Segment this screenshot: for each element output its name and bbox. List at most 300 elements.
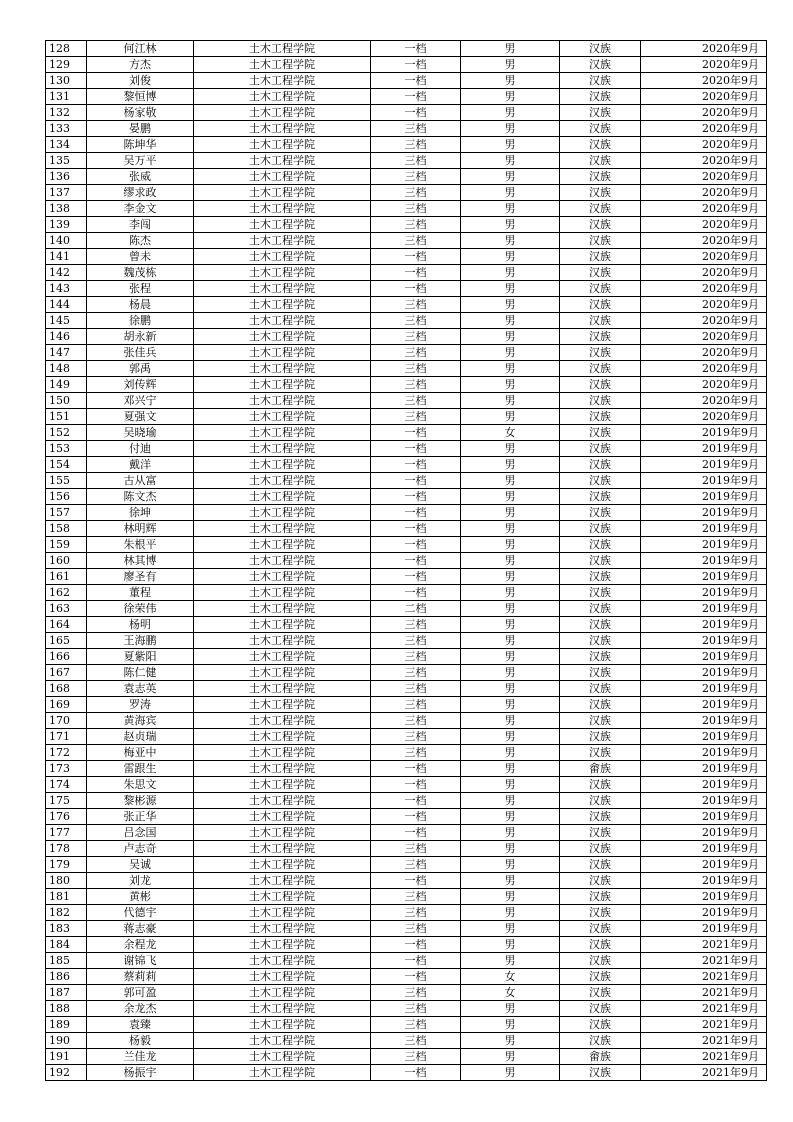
grade-level-cell: 一档 [371, 89, 461, 105]
gender-cell: 男 [461, 521, 560, 537]
row-number-cell: 136 [46, 169, 87, 185]
table-row [46, 649, 767, 665]
row-number-cell: 129 [46, 57, 87, 73]
table-body [46, 41, 767, 1081]
row-number-cell: 175 [46, 793, 87, 809]
row-number-cell: 185 [46, 953, 87, 969]
grade-level-cell: 三档 [371, 857, 461, 873]
college-cell: 土木工程学院 [194, 937, 371, 953]
enrollment-date-cell: 2019年9月 [641, 745, 767, 761]
college-cell: 土木工程学院 [194, 41, 371, 57]
grade-level-cell: 一档 [371, 553, 461, 569]
college-cell: 土木工程学院 [194, 665, 371, 681]
gender-cell: 男 [461, 953, 560, 969]
student-name-cell: 何江林 [87, 41, 194, 57]
gender-cell: 男 [461, 57, 560, 73]
college-cell: 土木工程学院 [194, 969, 371, 985]
grade-level-cell: 三档 [371, 1049, 461, 1065]
row-number-cell: 163 [46, 601, 87, 617]
gender-cell: 男 [461, 313, 560, 329]
college-cell: 土木工程学院 [194, 217, 371, 233]
enrollment-date-cell: 2019年9月 [641, 633, 767, 649]
college-cell: 土木工程学院 [194, 345, 371, 361]
table-row [46, 921, 767, 937]
row-number-cell: 179 [46, 857, 87, 873]
enrollment-date-cell: 2019年9月 [641, 601, 767, 617]
row-number-cell: 138 [46, 201, 87, 217]
table-row [46, 937, 767, 953]
student-name-cell: 雷跟生 [87, 761, 194, 777]
row-number-cell: 169 [46, 697, 87, 713]
enrollment-date-cell: 2020年9月 [641, 329, 767, 345]
grade-level-cell: 三档 [371, 745, 461, 761]
college-cell: 土木工程学院 [194, 633, 371, 649]
college-cell: 土木工程学院 [194, 233, 371, 249]
student-name-cell: 杨毅 [87, 1033, 194, 1049]
ethnicity-cell: 汉族 [560, 537, 641, 553]
gender-cell: 男 [461, 745, 560, 761]
college-cell: 土木工程学院 [194, 873, 371, 889]
row-number-cell: 148 [46, 361, 87, 377]
student-name-cell: 余程龙 [87, 937, 194, 953]
gender-cell: 女 [461, 985, 560, 1001]
table-row [46, 41, 767, 57]
row-number-cell: 188 [46, 1001, 87, 1017]
row-number-cell: 141 [46, 249, 87, 265]
row-number-cell: 192 [46, 1065, 87, 1081]
table-row [46, 1033, 767, 1049]
gender-cell: 男 [461, 361, 560, 377]
grade-level-cell: 三档 [371, 649, 461, 665]
table-row [46, 873, 767, 889]
gender-cell: 男 [461, 73, 560, 89]
enrollment-date-cell: 2021年9月 [641, 1049, 767, 1065]
ethnicity-cell: 汉族 [560, 137, 641, 153]
table-row [46, 313, 767, 329]
table-row [46, 233, 767, 249]
row-number-cell: 140 [46, 233, 87, 249]
table-row [46, 121, 767, 137]
student-name-cell: 郭禹 [87, 361, 194, 377]
gender-cell: 女 [461, 425, 560, 441]
row-number-cell: 158 [46, 521, 87, 537]
college-cell: 土木工程学院 [194, 73, 371, 89]
row-number-cell: 176 [46, 809, 87, 825]
grade-level-cell: 三档 [371, 313, 461, 329]
grade-level-cell: 三档 [371, 233, 461, 249]
ethnicity-cell: 汉族 [560, 217, 641, 233]
gender-cell: 男 [461, 841, 560, 857]
grade-level-cell: 三档 [371, 665, 461, 681]
student-name-cell: 杨晨 [87, 297, 194, 313]
enrollment-date-cell: 2020年9月 [641, 377, 767, 393]
ethnicity-cell: 畲族 [560, 1049, 641, 1065]
enrollment-date-cell: 2021年9月 [641, 985, 767, 1001]
row-number-cell: 182 [46, 905, 87, 921]
gender-cell: 男 [461, 281, 560, 297]
ethnicity-cell: 汉族 [560, 713, 641, 729]
grade-level-cell: 一档 [371, 777, 461, 793]
enrollment-date-cell: 2019年9月 [641, 617, 767, 633]
gender-cell: 男 [461, 473, 560, 489]
enrollment-date-cell: 2021年9月 [641, 953, 767, 969]
table-row [46, 345, 767, 361]
ethnicity-cell: 汉族 [560, 841, 641, 857]
gender-cell: 男 [461, 681, 560, 697]
enrollment-date-cell: 2019年9月 [641, 473, 767, 489]
ethnicity-cell: 汉族 [560, 793, 641, 809]
row-number-cell: 178 [46, 841, 87, 857]
table-row [46, 185, 767, 201]
grade-level-cell: 三档 [371, 377, 461, 393]
gender-cell: 男 [461, 665, 560, 681]
row-number-cell: 139 [46, 217, 87, 233]
college-cell: 土木工程学院 [194, 761, 371, 777]
ethnicity-cell: 汉族 [560, 73, 641, 89]
student-name-cell: 陈文杰 [87, 489, 194, 505]
row-number-cell: 135 [46, 153, 87, 169]
student-name-cell: 陈坤华 [87, 137, 194, 153]
student-name-cell: 李闯 [87, 217, 194, 233]
gender-cell: 男 [461, 153, 560, 169]
student-name-cell: 张程 [87, 281, 194, 297]
table-row [46, 729, 767, 745]
college-cell: 土木工程学院 [194, 313, 371, 329]
ethnicity-cell: 汉族 [560, 153, 641, 169]
college-cell: 土木工程学院 [194, 745, 371, 761]
row-number-cell: 156 [46, 489, 87, 505]
college-cell: 土木工程学院 [194, 521, 371, 537]
enrollment-date-cell: 2020年9月 [641, 393, 767, 409]
enrollment-date-cell: 2019年9月 [641, 729, 767, 745]
student-name-cell: 邓兴宁 [87, 393, 194, 409]
student-name-cell: 谢锦飞 [87, 953, 194, 969]
student-name-cell: 梅亚中 [87, 745, 194, 761]
enrollment-date-cell: 2019年9月 [641, 457, 767, 473]
student-name-cell: 吴晓瑜 [87, 425, 194, 441]
student-name-cell: 蒋志豪 [87, 921, 194, 937]
college-cell: 土木工程学院 [194, 121, 371, 137]
student-name-cell: 郭可盈 [87, 985, 194, 1001]
college-cell: 土木工程学院 [194, 841, 371, 857]
gender-cell: 男 [461, 937, 560, 953]
gender-cell: 男 [461, 777, 560, 793]
ethnicity-cell: 汉族 [560, 665, 641, 681]
student-name-cell: 古从富 [87, 473, 194, 489]
ethnicity-cell: 汉族 [560, 201, 641, 217]
enrollment-date-cell: 2020年9月 [641, 41, 767, 57]
college-cell: 土木工程学院 [194, 857, 371, 873]
table-row [46, 777, 767, 793]
grade-level-cell: 三档 [371, 393, 461, 409]
college-cell: 土木工程学院 [194, 777, 371, 793]
gender-cell: 男 [461, 329, 560, 345]
row-number-cell: 134 [46, 137, 87, 153]
student-name-cell: 黎恒博 [87, 89, 194, 105]
ethnicity-cell: 汉族 [560, 361, 641, 377]
row-number-cell: 174 [46, 777, 87, 793]
college-cell: 土木工程学院 [194, 585, 371, 601]
gender-cell: 男 [461, 377, 560, 393]
enrollment-date-cell: 2020年9月 [641, 313, 767, 329]
row-number-cell: 151 [46, 409, 87, 425]
enrollment-date-cell: 2019年9月 [641, 505, 767, 521]
row-number-cell: 168 [46, 681, 87, 697]
table-row [46, 569, 767, 585]
row-number-cell: 131 [46, 89, 87, 105]
grade-level-cell: 三档 [371, 217, 461, 233]
table-row [46, 409, 767, 425]
college-cell: 土木工程学院 [194, 953, 371, 969]
enrollment-date-cell: 2020年9月 [641, 105, 767, 121]
grade-level-cell: 一档 [371, 473, 461, 489]
ethnicity-cell: 汉族 [560, 297, 641, 313]
gender-cell: 男 [461, 809, 560, 825]
student-name-cell: 余龙杰 [87, 1001, 194, 1017]
ethnicity-cell: 汉族 [560, 633, 641, 649]
grade-level-cell: 三档 [371, 345, 461, 361]
row-number-cell: 144 [46, 297, 87, 313]
enrollment-date-cell: 2020年9月 [641, 409, 767, 425]
student-name-cell: 缪求政 [87, 185, 194, 201]
ethnicity-cell: 汉族 [560, 441, 641, 457]
enrollment-date-cell: 2019年9月 [641, 905, 767, 921]
ethnicity-cell: 汉族 [560, 969, 641, 985]
enrollment-date-cell: 2019年9月 [641, 697, 767, 713]
enrollment-date-cell: 2021年9月 [641, 1001, 767, 1017]
student-name-cell: 董程 [87, 585, 194, 601]
grade-level-cell: 三档 [371, 921, 461, 937]
gender-cell: 男 [461, 601, 560, 617]
table-row [46, 73, 767, 89]
enrollment-date-cell: 2019年9月 [641, 553, 767, 569]
gender-cell: 男 [461, 713, 560, 729]
college-cell: 土木工程学院 [194, 361, 371, 377]
college-cell: 土木工程学院 [194, 889, 371, 905]
gender-cell: 男 [461, 185, 560, 201]
gender-cell: 男 [461, 41, 560, 57]
grade-level-cell: 一档 [371, 73, 461, 89]
table-row [46, 713, 767, 729]
ethnicity-cell: 汉族 [560, 57, 641, 73]
table-row [46, 329, 767, 345]
row-number-cell: 143 [46, 281, 87, 297]
grade-level-cell: 三档 [371, 1001, 461, 1017]
row-number-cell: 162 [46, 585, 87, 601]
gender-cell: 男 [461, 889, 560, 905]
table-row [46, 441, 767, 457]
ethnicity-cell: 汉族 [560, 89, 641, 105]
student-name-cell: 戴洋 [87, 457, 194, 473]
enrollment-date-cell: 2021年9月 [641, 969, 767, 985]
ethnicity-cell: 汉族 [560, 313, 641, 329]
table-row [46, 697, 767, 713]
grade-level-cell: 一档 [371, 57, 461, 73]
grade-level-cell: 一档 [371, 441, 461, 457]
gender-cell: 男 [461, 537, 560, 553]
college-cell: 土木工程学院 [194, 713, 371, 729]
enrollment-date-cell: 2019年9月 [641, 649, 767, 665]
table-row [46, 473, 767, 489]
ethnicity-cell: 汉族 [560, 1001, 641, 1017]
row-number-cell: 187 [46, 985, 87, 1001]
student-name-cell: 代德宇 [87, 905, 194, 921]
college-cell: 土木工程学院 [194, 281, 371, 297]
row-number-cell: 181 [46, 889, 87, 905]
college-cell: 土木工程学院 [194, 601, 371, 617]
ethnicity-cell: 汉族 [560, 489, 641, 505]
enrollment-date-cell: 2019年9月 [641, 761, 767, 777]
enrollment-date-cell: 2019年9月 [641, 681, 767, 697]
student-name-cell: 陈杰 [87, 233, 194, 249]
college-cell: 土木工程学院 [194, 57, 371, 73]
enrollment-date-cell: 2020年9月 [641, 361, 767, 377]
grade-level-cell: 一档 [371, 585, 461, 601]
enrollment-date-cell: 2019年9月 [641, 921, 767, 937]
gender-cell: 男 [461, 169, 560, 185]
table-row [46, 201, 767, 217]
table-row [46, 505, 767, 521]
row-number-cell: 173 [46, 761, 87, 777]
grade-level-cell: 三档 [371, 713, 461, 729]
college-cell: 土木工程学院 [194, 553, 371, 569]
student-name-cell: 袁臻 [87, 1017, 194, 1033]
gender-cell: 男 [461, 489, 560, 505]
ethnicity-cell: 汉族 [560, 121, 641, 137]
enrollment-date-cell: 2019年9月 [641, 873, 767, 889]
grade-level-cell: 三档 [371, 841, 461, 857]
table-row [46, 393, 767, 409]
college-cell: 土木工程学院 [194, 1049, 371, 1065]
ethnicity-cell: 汉族 [560, 809, 641, 825]
row-number-cell: 190 [46, 1033, 87, 1049]
student-name-cell: 吕念国 [87, 825, 194, 841]
grade-level-cell: 一档 [371, 937, 461, 953]
enrollment-date-cell: 2021年9月 [641, 1017, 767, 1033]
grade-level-cell: 一档 [371, 505, 461, 521]
college-cell: 土木工程学院 [194, 89, 371, 105]
row-number-cell: 180 [46, 873, 87, 889]
student-name-cell: 徐荣伟 [87, 601, 194, 617]
grade-level-cell: 一档 [371, 425, 461, 441]
student-name-cell: 方杰 [87, 57, 194, 73]
ethnicity-cell: 汉族 [560, 985, 641, 1001]
student-table [45, 40, 767, 1081]
student-name-cell: 刘俊 [87, 73, 194, 89]
row-number-cell: 189 [46, 1017, 87, 1033]
table-row [46, 745, 767, 761]
enrollment-date-cell: 2020年9月 [641, 153, 767, 169]
gender-cell: 男 [461, 457, 560, 473]
gender-cell: 男 [461, 121, 560, 137]
gender-cell: 男 [461, 617, 560, 633]
enrollment-date-cell: 2020年9月 [641, 281, 767, 297]
row-number-cell: 154 [46, 457, 87, 473]
table-row [46, 1049, 767, 1065]
student-name-cell: 袁志英 [87, 681, 194, 697]
ethnicity-cell: 汉族 [560, 473, 641, 489]
grade-level-cell: 一档 [371, 569, 461, 585]
row-number-cell: 160 [46, 553, 87, 569]
grade-level-cell: 三档 [371, 681, 461, 697]
college-cell: 土木工程学院 [194, 169, 371, 185]
row-number-cell: 161 [46, 569, 87, 585]
gender-cell: 男 [461, 505, 560, 521]
college-cell: 土木工程学院 [194, 537, 371, 553]
table-row [46, 681, 767, 697]
ethnicity-cell: 汉族 [560, 329, 641, 345]
student-name-cell: 曾未 [87, 249, 194, 265]
student-name-cell: 朱根平 [87, 537, 194, 553]
grade-level-cell: 三档 [371, 121, 461, 137]
student-name-cell: 赵贞瑞 [87, 729, 194, 745]
table-row [46, 217, 767, 233]
table-row [46, 89, 767, 105]
student-name-cell: 林明辉 [87, 521, 194, 537]
student-name-cell: 张正华 [87, 809, 194, 825]
enrollment-date-cell: 2019年9月 [641, 857, 767, 873]
enrollment-date-cell: 2019年9月 [641, 777, 767, 793]
row-number-cell: 166 [46, 649, 87, 665]
college-cell: 土木工程学院 [194, 201, 371, 217]
student-name-cell: 夏强文 [87, 409, 194, 425]
gender-cell: 男 [461, 89, 560, 105]
row-number-cell: 132 [46, 105, 87, 121]
ethnicity-cell: 汉族 [560, 857, 641, 873]
college-cell: 土木工程学院 [194, 457, 371, 473]
student-name-cell: 林其博 [87, 553, 194, 569]
college-cell: 土木工程学院 [194, 377, 371, 393]
grade-level-cell: 一档 [371, 1065, 461, 1081]
gender-cell: 男 [461, 921, 560, 937]
ethnicity-cell: 汉族 [560, 1017, 641, 1033]
grade-level-cell: 一档 [371, 105, 461, 121]
table-row [46, 521, 767, 537]
ethnicity-cell: 汉族 [560, 249, 641, 265]
enrollment-date-cell: 2019年9月 [641, 441, 767, 457]
enrollment-date-cell: 2019年9月 [641, 841, 767, 857]
student-name-cell: 晏鹏 [87, 121, 194, 137]
table-row [46, 841, 767, 857]
gender-cell: 男 [461, 249, 560, 265]
ethnicity-cell: 汉族 [560, 521, 641, 537]
student-name-cell: 魏茂栋 [87, 265, 194, 281]
table-row [46, 361, 767, 377]
student-name-cell: 徐坤 [87, 505, 194, 521]
ethnicity-cell: 汉族 [560, 585, 641, 601]
ethnicity-cell: 汉族 [560, 569, 641, 585]
table-row [46, 1065, 767, 1081]
row-number-cell: 152 [46, 425, 87, 441]
ethnicity-cell: 汉族 [560, 393, 641, 409]
college-cell: 土木工程学院 [194, 297, 371, 313]
table-row [46, 601, 767, 617]
row-number-cell: 164 [46, 617, 87, 633]
row-number-cell: 150 [46, 393, 87, 409]
college-cell: 土木工程学院 [194, 825, 371, 841]
gender-cell: 男 [461, 697, 560, 713]
ethnicity-cell: 汉族 [560, 1065, 641, 1081]
student-name-cell: 杨振宇 [87, 1065, 194, 1081]
grade-level-cell: 三档 [371, 985, 461, 1001]
ethnicity-cell: 汉族 [560, 169, 641, 185]
enrollment-date-cell: 2020年9月 [641, 73, 767, 89]
enrollment-date-cell: 2019年9月 [641, 825, 767, 841]
ethnicity-cell: 汉族 [560, 905, 641, 921]
enrollment-date-cell: 2019年9月 [641, 585, 767, 601]
college-cell: 土木工程学院 [194, 1017, 371, 1033]
ethnicity-cell: 汉族 [560, 729, 641, 745]
